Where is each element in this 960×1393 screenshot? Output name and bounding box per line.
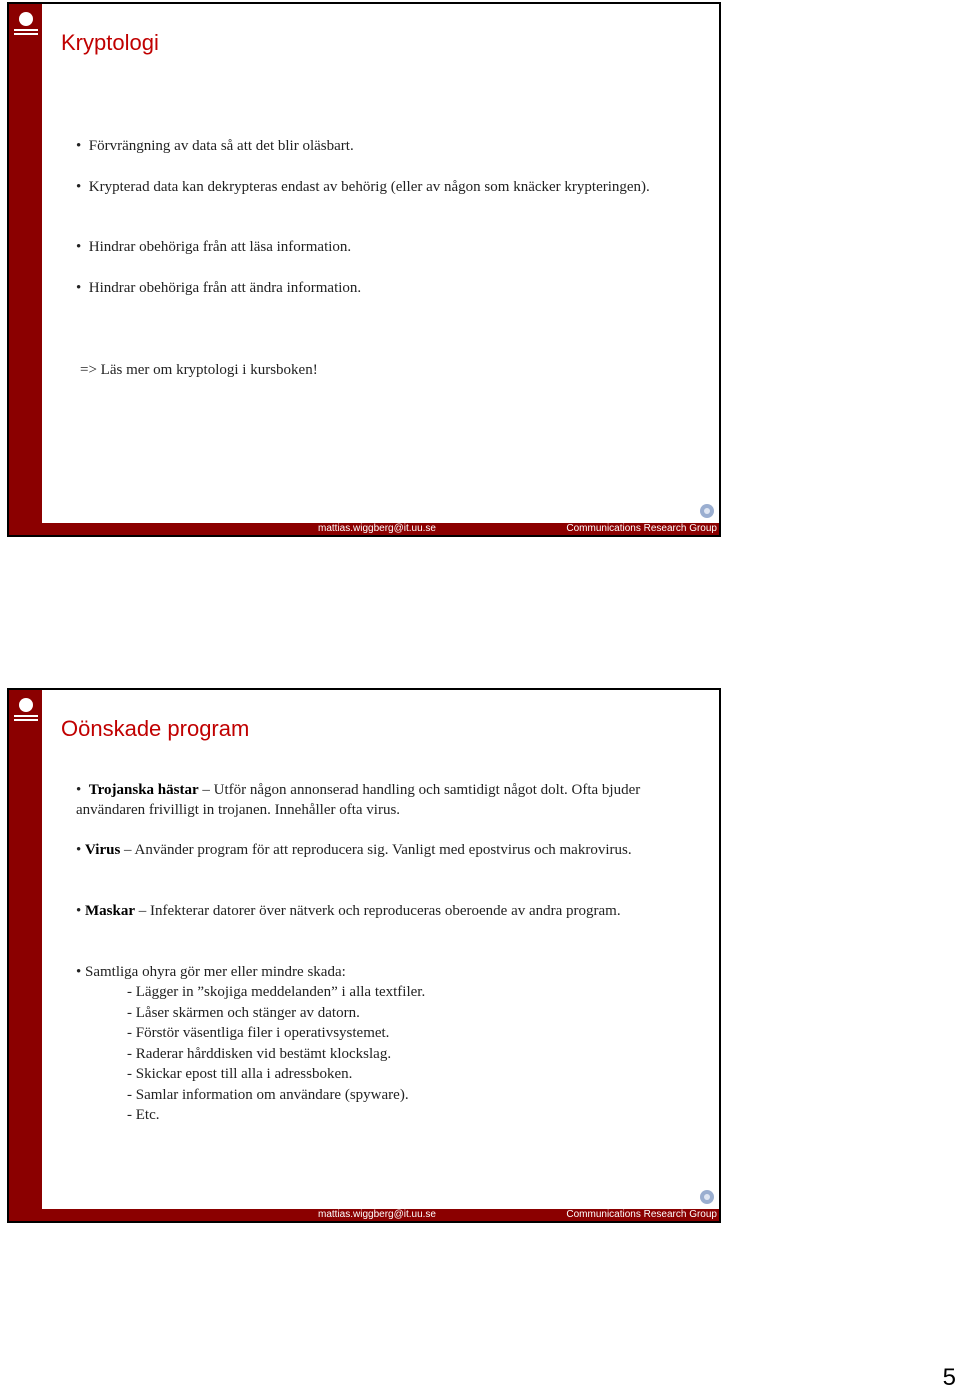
footer-email: mattias.wiggberg@it.uu.se (318, 523, 436, 534)
bullet-item: • Hindrar obehöriga från att ändra information. (76, 280, 362, 296)
slide-oonskade-program (7, 688, 721, 1223)
damage-item: - Lägger in ”skojiga meddelanden” i alla textfiler. (127, 984, 426, 1000)
bullet-item: • Hindrar obehöriga från att läsa information. (76, 239, 352, 255)
group-logo-icon (698, 502, 716, 520)
damage-item: - Etc. (127, 1107, 160, 1123)
reading-note: => Läs mer om kryptologi i kursboken! (80, 362, 318, 378)
group-logo-icon (698, 1188, 716, 1206)
term-trojans: Trojanska hästar (88, 782, 199, 798)
damage-item: - Samlar information om användare (spyware). (127, 1087, 409, 1103)
slide-title: Oönskade program (61, 716, 250, 741)
damage-item: - Låser skärmen och stänger av datorn. (127, 1005, 360, 1021)
bullet-item: • Maskar – Infekterar datorer över nätverk och reproduceras oberoende av andra program. (76, 903, 621, 919)
term-worms: Maskar (85, 903, 136, 919)
footer-email: mattias.wiggberg@it.uu.se (318, 1209, 436, 1220)
bullet-item: • Virus – Använder program för att reproducera sig. Vanligt med epostvirus och makrovirus. (76, 842, 632, 858)
bullet-item: • Förvrängning av data så att det blir oläsbart. (76, 138, 354, 154)
university-logo-icon (11, 8, 41, 38)
footer-group: Communications Research Group (566, 523, 717, 534)
bullet-item: • Trojanska hästar – Utför någon annonserad handling och samtidigt något dolt. Ofta bjuder användaren frivilligt in trojanen. Innehåller ofta virus. (76, 782, 641, 818)
university-logo-icon (11, 694, 41, 724)
slide-footer (42, 1209, 719, 1221)
bullet-item: • Krypterad data kan dekrypteras endast av behörig (eller av någon som knäcker krypteringen). (76, 179, 650, 195)
damage-item: - Förstör väsentliga filer i operativsystemet. (127, 1025, 390, 1041)
slide-kryptologi (7, 2, 721, 537)
footer-group: Communications Research Group (566, 1209, 717, 1220)
damage-item: - Skickar epost till alla i adressboken. (127, 1066, 353, 1082)
bullet-item: • Samtliga ohyra gör mer eller mindre skada: (76, 964, 346, 980)
slide-sidebar (9, 4, 42, 535)
slide-title: Kryptologi (61, 30, 159, 55)
page-number: 5 (942, 1364, 956, 1391)
damage-item: - Raderar hårddisken vid bestämt klockslag. (127, 1046, 392, 1062)
slide-sidebar (9, 690, 42, 1221)
slide-footer (42, 523, 719, 535)
term-virus: Virus (85, 842, 121, 858)
